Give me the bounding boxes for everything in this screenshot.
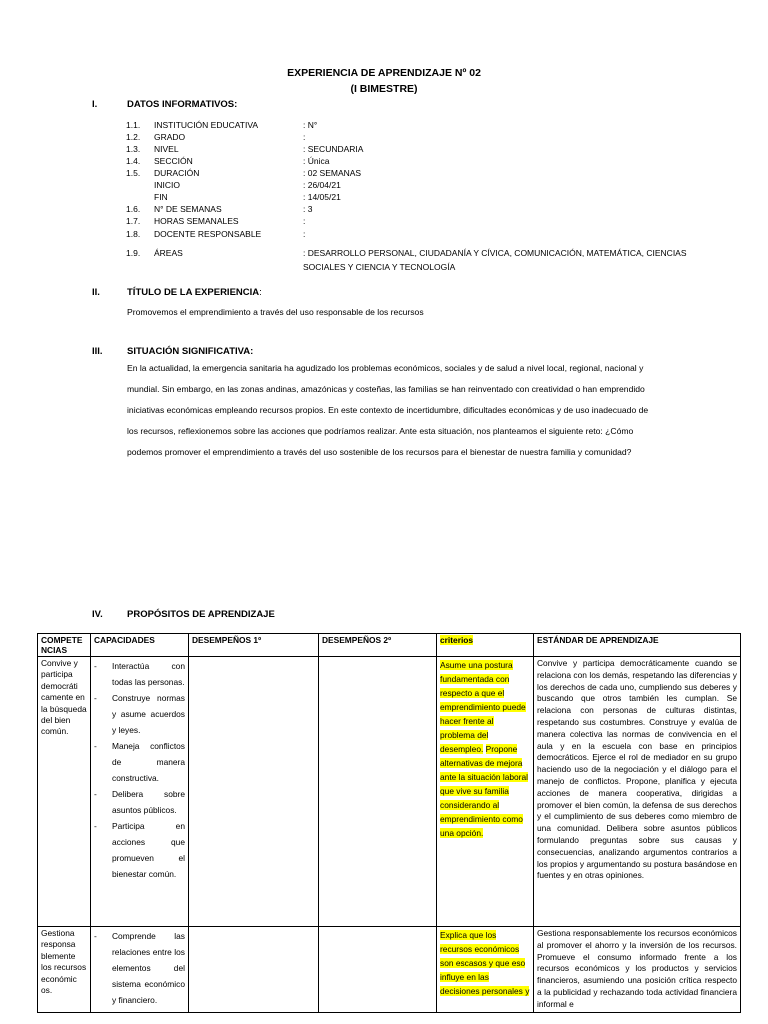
info-row-number: 1.6. xyxy=(126,204,141,214)
paragraph-line: mundial. Sin embargo, en las zonas andinas, amazónicas y costeñas, las familias se han reinventado con creatividad o han emprendido xyxy=(127,384,645,394)
criterio-item: Propone alternativas de mejora ante la situación laboral que vive su familia considerando al emprendimiento como una opción. xyxy=(440,744,528,838)
header-desempenos-2: DESEMPEÑOS 2º xyxy=(319,634,437,657)
competencia-cell: Gestiona responsa blemente los recursos económic os. xyxy=(38,927,91,1013)
info-row-label: HORAS SEMANALES xyxy=(154,216,239,226)
section-label: PROPÓSITOS DE APRENDIZAJE xyxy=(127,609,275,620)
capacidad-item: - Comprende las relaciones entre los elementos del sistema económico y financiero. xyxy=(94,928,185,1008)
info-row-value: : N° xyxy=(303,120,318,130)
section-number: IV. xyxy=(92,609,103,620)
competencia-cell: Convive y participa democráti camente en la búsqueda del bien común. xyxy=(38,657,91,927)
criterios-cell xyxy=(437,927,534,1013)
criterios-cell xyxy=(437,657,534,927)
header-desempenos-1: DESEMPEÑOS 1º xyxy=(189,634,319,657)
section-label-colon: : xyxy=(259,287,262,298)
info-row-number: 1.4. xyxy=(126,156,141,166)
section-label: DATOS INFORMATIVOS: xyxy=(127,99,238,110)
section-label-text: TÍTULO DE LA EXPERIENCIA xyxy=(127,287,260,298)
info-row-value: : 02 SEMANAS xyxy=(303,168,362,178)
capacidad-item: - Delibera sobre asuntos públicos. xyxy=(94,786,185,818)
info-row-label: FIN xyxy=(154,192,168,202)
table-header-row xyxy=(38,634,741,657)
desempenos-2-cell xyxy=(319,927,437,1013)
info-row-label: SECCIÓN xyxy=(154,156,193,166)
section-number: I. xyxy=(92,99,98,110)
info-row-number: 1.3. xyxy=(126,144,141,154)
info-row-value: : SECUNDARIA xyxy=(303,144,364,154)
info-row-number: 1.2. xyxy=(126,132,141,142)
experience-title-text: Promovemos el emprendimiento a través del uso responsable de los recursos xyxy=(127,307,424,317)
section-label: SITUACIÓN SIGNIFICATIVA: xyxy=(127,346,254,357)
info-row-value: : 3 xyxy=(303,204,313,214)
estandar-cell: Gestiona responsablemente los recursos económicos al promover el ahorro y la inversión de los recursos. Promueve el consumo informado frente a los recursos económicos y los productos y servicios financieros, asumiendo una posición crítica respecto a la publicidad y rechazando toda actividad financiera informal e xyxy=(534,927,741,1013)
info-row-number: 1.9. xyxy=(126,248,141,258)
desempenos-2-cell xyxy=(319,657,437,927)
header-competencias: COMPETE NCIAS xyxy=(38,634,91,657)
document-title: EXPERIENCIA DE APRENDIZAJE Nº 02 xyxy=(287,67,481,79)
header-criterios xyxy=(437,634,534,657)
info-row-value: : xyxy=(303,229,306,239)
table-row xyxy=(38,657,741,927)
capacidad-item: - Maneja conflictos de manera constructiva. xyxy=(94,738,185,786)
info-row-label: INSTITUCIÓN EDUCATIVA xyxy=(154,120,259,130)
situation-paragraph xyxy=(127,358,687,463)
capacidad-item: - Construye normas y asume acuerdos y leyes. xyxy=(94,690,185,738)
info-row-number: 1.7. xyxy=(126,216,141,226)
paragraph-line: podemos promover el emprendimiento a través del uso sostenible de los recursos para el bienestar de nuestra familia y comunidad? xyxy=(127,447,632,457)
info-row-number: 1.5. xyxy=(126,168,141,178)
section-number: II. xyxy=(92,287,100,298)
info-row-label: DURACIÓN xyxy=(154,168,200,178)
paragraph-line: iniciativas económicas empleando recursos propios. En este contexto de incertidumbre, dificultades económicas y de uso inadecuado de xyxy=(127,405,649,415)
capacidades-cell xyxy=(91,927,189,1013)
desempenos-1-cell xyxy=(189,657,319,927)
paragraph-line: los recursos, reflexionemos sobre las acciones que podríamos realizar. Ante esta situación, nos planteamos el siguiente reto: ¿Cómo xyxy=(127,426,634,436)
info-row-label: ÁREAS xyxy=(154,248,183,258)
info-row-label: N° DE SEMANAS xyxy=(154,204,222,214)
criterio-item: Asume una postura fundamentada con respecto a que el emprendimiento puede hacer frente al problema del desempleo. xyxy=(440,660,526,754)
info-row-value: : xyxy=(303,132,306,142)
paragraph-line: En la actualidad, la emergencia sanitaria ha agudizado los problemas económicos, sociales y de salud a nivel local, regional, nacional y xyxy=(127,363,644,373)
header-estandar: ESTÁNDAR DE APRENDIZAJE xyxy=(534,634,741,657)
info-row-label: DOCENTE RESPONSABLE xyxy=(154,229,262,239)
section-number: III. xyxy=(92,346,103,357)
learning-purposes-table xyxy=(37,633,741,1013)
info-row-value: SOCIALES Y CIENCIA Y TECNOLOGÍA xyxy=(303,262,456,272)
info-row-value: : xyxy=(303,216,306,226)
info-row-value: : Única xyxy=(303,156,330,166)
info-row-number: 1.8. xyxy=(126,229,141,239)
document-subtitle: (I BIMESTRE) xyxy=(350,83,418,95)
desempenos-1-cell xyxy=(189,927,319,1013)
section-label xyxy=(127,287,262,298)
info-row-value: : 26/04/21 xyxy=(303,180,341,190)
info-row-label: NIVEL xyxy=(154,144,179,154)
info-row-label: GRADO xyxy=(154,132,186,142)
estandar-cell: Convive y participa democráticamente cuando se relaciona con los demás, respetando las diferencias y los derechos de cada uno, cumpliendo sus deberes y buscando que otros también les cumplan. Se relaciona con personas de culturas distintas, respetando sus costumbres. Construye y evalúa de manera colectiva las normas de convivencia en el aula y en la escuela con base en principios democráticos. Ejerce el rol de mediador en su grupo haciendo uso de la negociación y el diálogo para el manejo de conflictos. Propone, planifica y ejecuta acciones de manera cooperativa, dirigidas a promover el bien común, la defensa de sus derechos y el cumplimiento de sus deberes como miembro de una comunidad. Delibera sobre asuntos públicos formulando preguntas sobre sus causas y consecuencias, analizando argumentos contrarios a los propios y argumentando su postura basándose en fuentes y en otras opiniones. xyxy=(534,657,741,927)
info-row-value: : DESARROLLO PERSONAL, CIUDADANÍA Y CÍVICA, COMUNICACIÓN, MATEMÁTICA, CIENCIAS xyxy=(303,248,687,258)
criterios-label: criterios xyxy=(440,635,474,645)
capacidades-cell xyxy=(91,657,189,927)
capacidad-item: - Interactúa con todas las personas. xyxy=(94,658,185,690)
info-row-number: 1.1. xyxy=(126,120,141,130)
header-capacidades: CAPACIDADES xyxy=(91,634,189,657)
criterio-item: Explica que los recursos económicos son escasos y que eso influye en las decisiones personales y xyxy=(440,930,530,996)
table-row xyxy=(38,927,741,1013)
capacidad-item: - Participa en acciones que promueven el bienestar común. xyxy=(94,818,185,882)
info-row-label: INICIO xyxy=(154,180,180,190)
info-row-value: : 14/05/21 xyxy=(303,192,341,202)
